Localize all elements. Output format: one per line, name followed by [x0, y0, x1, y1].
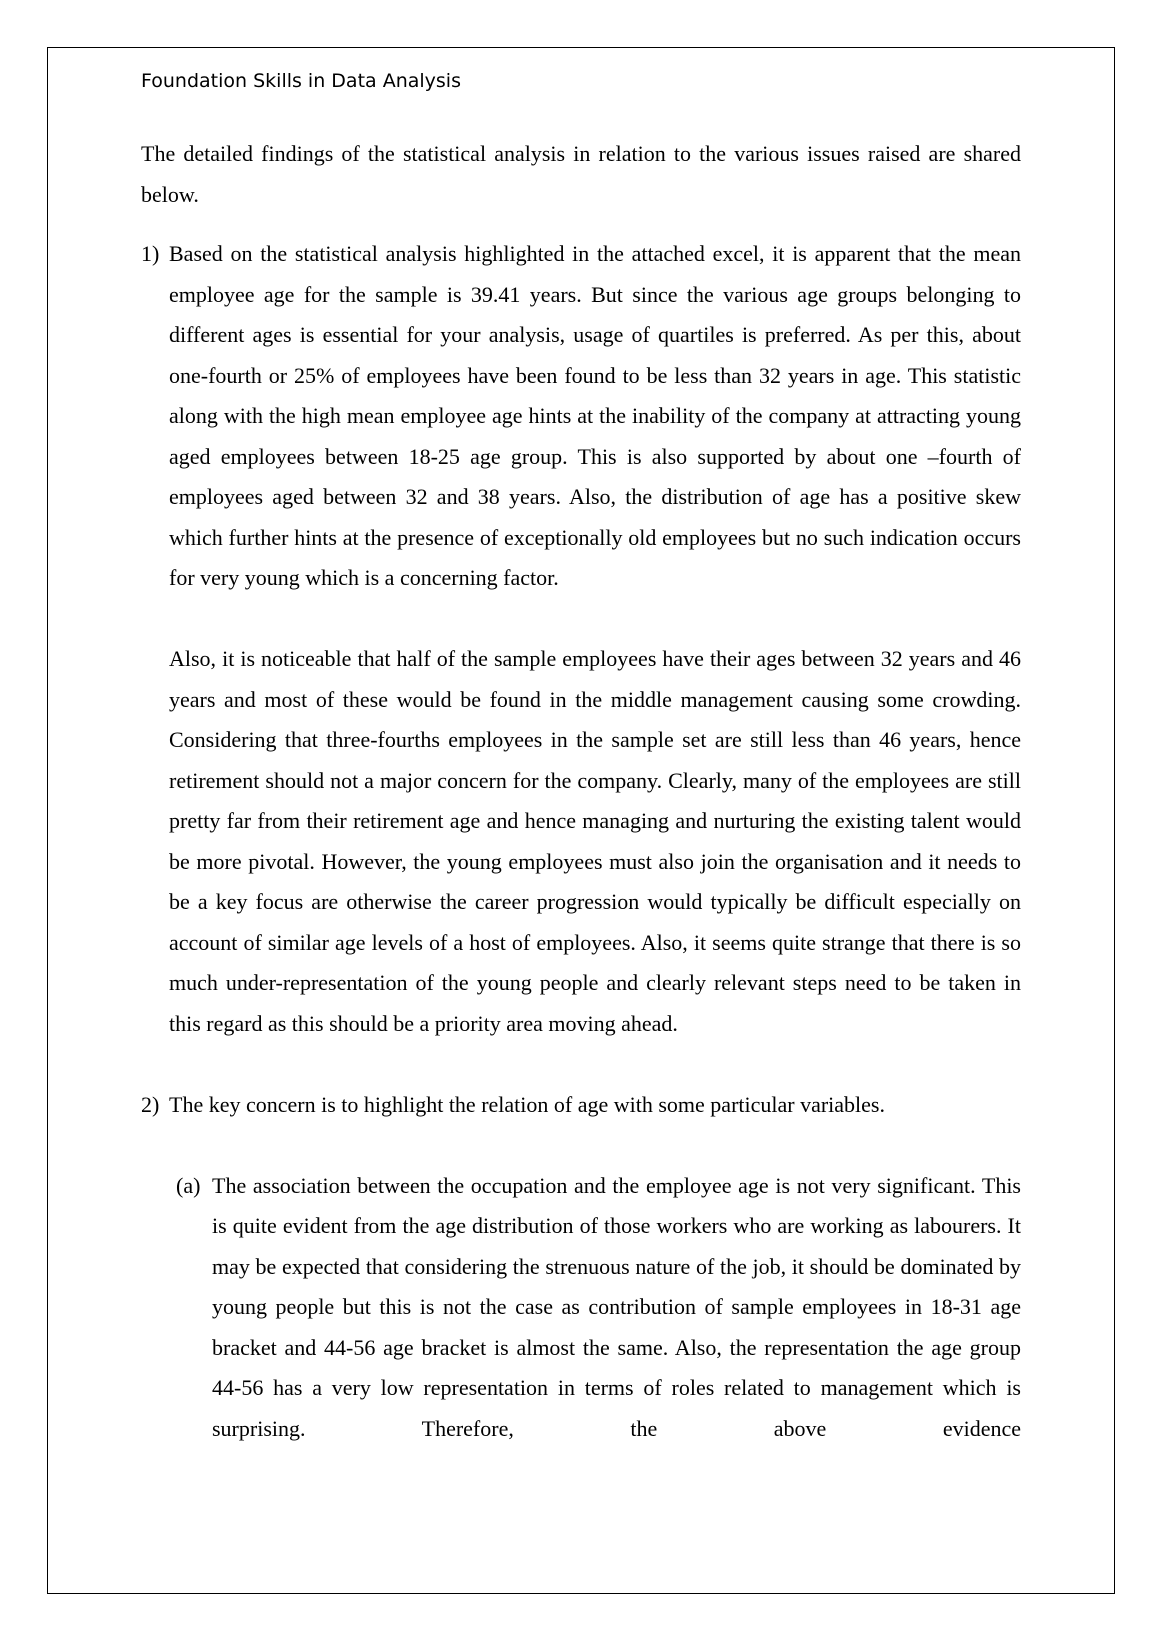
list-item-number: 1): [141, 241, 160, 266]
paragraph: Also, it is noticeable that half of the sample employees have their ages between 32 years and 46 years and most of these would be found in the middle management causing some crowding. Considering that three-fourths employees in the sample set are still less than 46 years, hence retirement should not a major concern for the company. Clearly, many of the employees are still pretty far from their retirement age and hence managing and nurturing the existing talent would be more pivotal. However, the young employees must also join the organisation and it needs to be a key focus are otherwise the career progression would typically be difficult especially on account of similar age levels of a host of employees. Also, it seems quite strange that there is so much under-representation of the young people and clearly relevant steps need to be taken in this regard as this should be a priority area moving ahead.: [169, 646, 1021, 1036]
list-item-2: [141, 1085, 1021, 1126]
paragraph: The key concern is to highlight the relation of age with some particular variables.: [169, 1091, 885, 1117]
sub-list-item-number: (a): [176, 1172, 201, 1198]
document-body: [141, 134, 1021, 1449]
list-item-number: 2): [141, 1091, 160, 1117]
paragraph: Based on the statistical analysis highlighted in the attached excel, it is apparent that the mean employee age for the sample is 39.41 years. But since the various age groups belonging to different ages is essential for your analysis, usage of quartiles is preferred. As per this, about one-fourth or 25% of employees have been found to be less than 32 years in age. This statistic along with the high mean employee age hints at the inability of the company at attracting young aged employees between 18-25 age group. This is also supported by about one –fourth of employees aged between 32 and 38 years. Also, the distribution of age has a positive skew which further hints at the presence of exceptionally old employees but no such indication occurs for very young which is a concerning factor.: [169, 241, 1021, 590]
sub-list-item-a: [176, 1166, 1021, 1450]
page-header: Foundation Skills in Data Analysis: [141, 70, 461, 92]
list-item-body: [169, 1085, 1021, 1126]
list-item-body: [169, 234, 1021, 1044]
intro-paragraph: The detailed findings of the statistical analysis in relation to the various issues raised are shared below.: [141, 141, 1021, 207]
list-item-1: [141, 234, 1021, 1044]
paragraph: The association between the occupation and the employee age is not very significant. This is quite evident from the age distribution of those workers who are working as labourers. It may be expected that considering the strenuous nature of the job, it should be dominated by young people but this is not the case as contribution of sample employees in 18-31 age bracket and 44-56 age bracket is almost the same. Also, the representation the age group 44-56 has a very low representation in terms of roles related to management which is surprising. Therefore, the above evidence: [212, 1172, 1021, 1441]
sub-list-item-body: [212, 1166, 1021, 1450]
